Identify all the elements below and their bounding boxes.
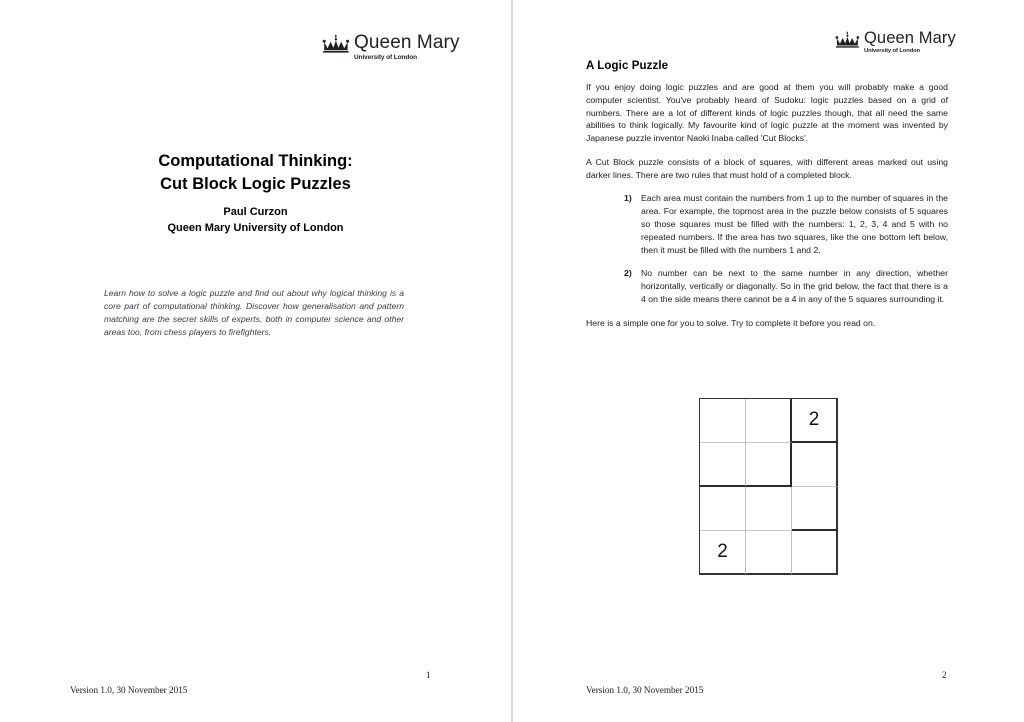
puzzle-cell[interactable] — [700, 487, 746, 531]
queen-mary-logo — [835, 30, 956, 55]
title-line-2: Cut Block Logic Puzzles — [160, 174, 351, 193]
rule-text: Each area must contain the numbers from 1 up to the number of squares in the area. For example, the topmost area in the puzzle below consists of 5 squares so those squares must be filled with the numbers: 1, 2, 3, 4 and 5 with no repeated numbers. If the area has two squares, like the one bottom left below, then it must be filled with the numbers 1 and 2. — [641, 193, 948, 255]
cut-block-puzzle-grid[interactable] — [699, 398, 838, 575]
page-2 — [513, 0, 1024, 722]
puzzle-cell[interactable] — [746, 399, 792, 443]
logo-name: Queen Mary — [864, 29, 956, 47]
abstract-text: Learn how to solve a logic puzzle and find out about why logical thinking is a core part of computational thinking. Discover how generalisation and pattern matching are the secret skills of experts, both in computer science and other areas too, from chess players to firefighters. — [104, 288, 404, 338]
author-affiliation: Queen Mary University of London — [167, 221, 344, 234]
puzzle-cell[interactable] — [792, 487, 838, 531]
puzzle-cell[interactable] — [792, 531, 838, 575]
puzzle-cell[interactable] — [746, 443, 792, 487]
paragraph-3: Here is a simple one for you to solve. Try to complete it before you read on. — [586, 317, 876, 328]
author-block — [0, 205, 511, 237]
footer-version: Version 1.0, 30 November 2015 — [70, 685, 188, 695]
list-item — [586, 192, 948, 256]
logo-text — [354, 33, 460, 61]
puzzle-cell[interactable] — [746, 531, 792, 575]
content-body — [586, 60, 948, 341]
list-item — [586, 267, 948, 305]
logo-subtitle: University of London — [354, 53, 418, 61]
rule-number: 1) — [624, 193, 632, 204]
puzzle-cell[interactable] — [746, 487, 792, 531]
footer-version: Version 1.0, 30 November 2015 — [586, 685, 704, 695]
rules-list — [586, 192, 948, 305]
page-number: 2 — [942, 670, 947, 680]
author-name: Paul Curzon — [223, 206, 288, 218]
logo-text — [864, 30, 956, 54]
page-title — [0, 150, 511, 196]
puzzle-figure — [699, 398, 838, 575]
page-1 — [0, 0, 511, 722]
logo-subtitle: University of London — [864, 47, 920, 54]
page-number: 1 — [426, 670, 431, 680]
puzzle-cell[interactable] — [792, 443, 838, 487]
puzzle-cell[interactable]: 2 — [792, 399, 838, 443]
logo-name: Queen Mary — [354, 32, 460, 53]
paragraph-2: A Cut Block puzzle consists of a block of squares, with different areas marked out using darker lines. There are two rules that must hold of a completed block. — [586, 156, 948, 180]
puzzle-cell[interactable]: 2 — [700, 531, 746, 575]
crown-icon — [835, 30, 860, 55]
puzzle-cell[interactable] — [700, 399, 746, 443]
rule-number: 2) — [624, 268, 632, 279]
section-heading: A Logic Puzzle — [586, 60, 669, 72]
queen-mary-logo — [322, 33, 460, 61]
puzzle-cell[interactable] — [700, 443, 746, 487]
paragraph-1: If you enjoy doing logic puzzles and are good at them you will probably make a good computer scientist. You've probably heard of Sudoku: logic puzzles based on a grid of numbers. There are a lot of different kinds of logic puzzles though, that all need the same abilities to think logically. My favourite kind of logic puzzle at the moment was invented by Japanese puzzle inventor Naoki Inaba called 'Cut Blocks'. — [586, 82, 948, 144]
rule-text: No number can be next to the same number in any direction, whether horizontally, vertically or diagonally. So in the grid below, the fact that there is a 4 on the side means there cannot be a 4 in any of the 5 squares surrounding it. — [641, 268, 948, 304]
crown-icon — [322, 33, 350, 60]
title-line-1: Computational Thinking: — [158, 152, 353, 170]
